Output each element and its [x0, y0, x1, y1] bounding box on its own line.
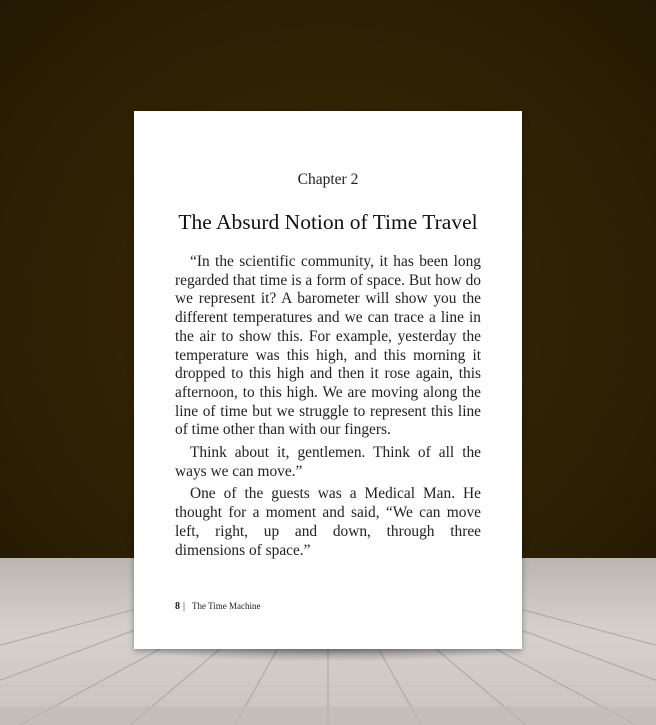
chapter-label: Chapter 2 — [297, 171, 359, 188]
paragraph: One of the guests was a Medical Man. He thought for a moment and said, “We can move left, right, up and down, through three dimensions of space.” — [175, 485, 481, 559]
page-number: 8 — [175, 601, 180, 612]
running-title: The Time Machine — [192, 601, 261, 611]
paragraph: “In the scientific community, it has been long regarded that time is a form of space. But how do we represent it? A barometer will show you the different temperatures and we can trace a line in the air to show this. For example, yesterday the temperature was this high, and this morning it dropped to this high and then it rose again, this afternoon, to this high. We are moving along the line of time but we struggle to represent this line of time other than with our fingers. — [175, 253, 481, 439]
book-page — [134, 111, 522, 649]
chapter-title: The Absurd Notion of Time Travel — [178, 210, 478, 234]
footer-separator: | — [183, 601, 186, 612]
page-footer — [175, 601, 481, 612]
body-text — [175, 253, 481, 564]
paragraph: Think about it, gentlemen. Think of all the ways we can move.” — [175, 444, 481, 480]
